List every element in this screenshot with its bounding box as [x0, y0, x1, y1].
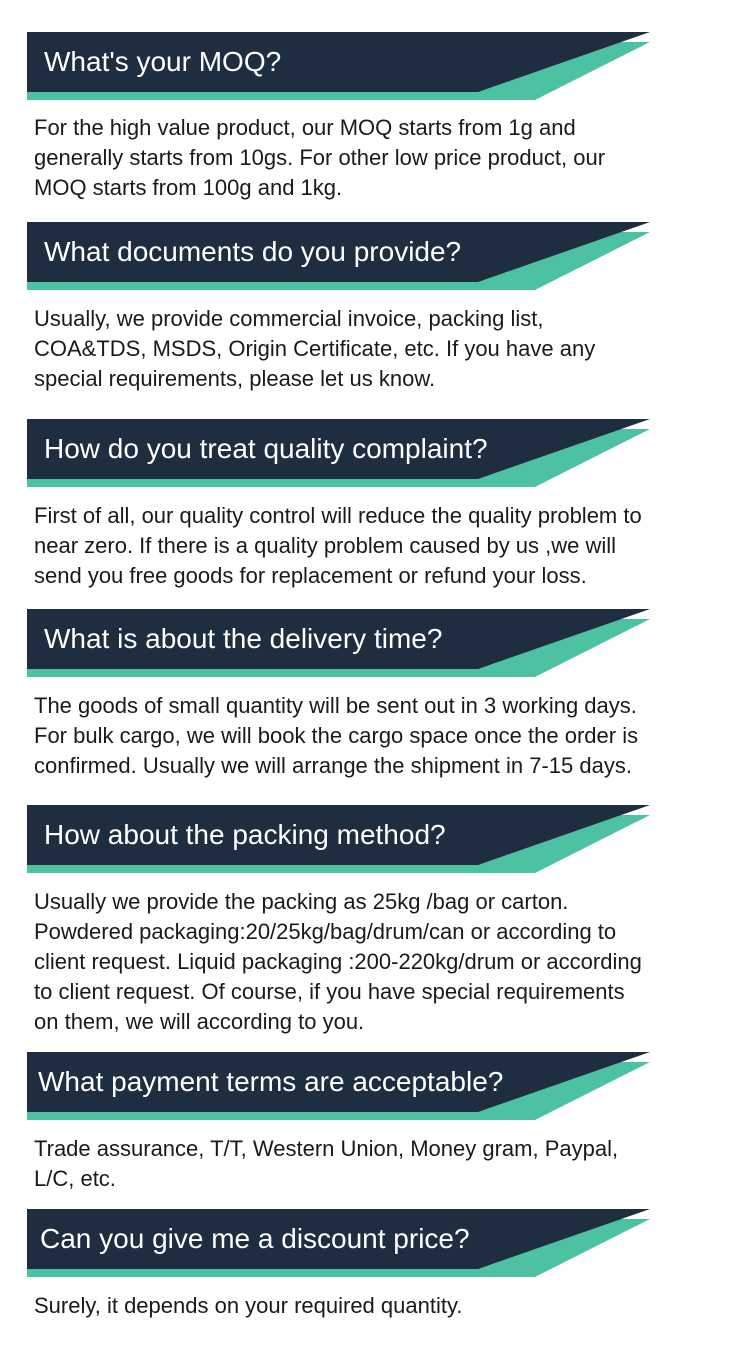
question-banner [0, 32, 750, 102]
answer-line: send you free goods for replacement or refund your loss. [34, 563, 587, 588]
answer-line: Usually we provide the packing as 25kg /bag or carton. [34, 889, 569, 914]
answer-text [34, 691, 714, 781]
question-banner [0, 609, 750, 679]
answer-text [34, 113, 714, 203]
answer-text [34, 1134, 714, 1194]
question-title: What documents do you provide? [44, 236, 462, 267]
answer-line: Usually, we provide commercial invoice, packing list, [34, 306, 544, 331]
question-title: What's your MOQ? [44, 46, 282, 77]
answer-line: Trade assurance, T/T, Western Union, Money gram, Paypal, [34, 1136, 619, 1161]
answer-line: First of all, our quality control will reduce the quality problem to [34, 503, 642, 528]
answer-text [34, 1291, 714, 1321]
answer-line: Surely, it depends on your required quantity. [34, 1293, 463, 1318]
answer-line: on them, we will according to you. [34, 1009, 365, 1034]
answer-text [34, 501, 714, 591]
answer-line: Powdered packaging:20/25kg/bag/drum/can or according to [34, 919, 617, 944]
question-banner [0, 1052, 750, 1122]
answer-line: client request. Liquid packaging :200-220kg/drum or according [34, 949, 642, 974]
question-title: What is about the delivery time? [44, 623, 443, 654]
answer-line: near zero. If there is a quality problem caused by us ,we will [34, 533, 617, 558]
answer-line: For the high value product, our MOQ starts from 1g and [34, 115, 576, 140]
answer-line: special requirements, please let us know. [34, 366, 436, 391]
answer-line: L/C, etc. [34, 1166, 116, 1191]
question-title: Can you give me a discount price? [40, 1223, 470, 1254]
answer-line: to client request. Of course, if you have special requirements [34, 979, 625, 1004]
question-banner [0, 222, 750, 292]
question-title: How do you treat quality complaint? [44, 433, 488, 464]
answer-line: The goods of small quantity will be sent out in 3 working days. [34, 693, 637, 718]
answer-line: COA&TDS, MSDS, Origin Certificate, etc. If you have any [34, 336, 596, 361]
question-title: What payment terms are acceptable? [38, 1066, 504, 1097]
answer-line: generally starts from 10gs. For other low price product, our [34, 145, 606, 170]
answer-line: MOQ starts from 100g and 1kg. [34, 175, 343, 200]
answer-text [34, 304, 714, 394]
answer-line: confirmed. Usually we will arrange the shipment in 7-15 days. [34, 753, 632, 778]
question-title: How about the packing method? [44, 819, 446, 850]
question-banner [0, 419, 750, 489]
answer-line: For bulk cargo, we will book the cargo space once the order is [34, 723, 639, 748]
question-banner [0, 1209, 750, 1279]
question-banner [0, 805, 750, 875]
answer-text [34, 887, 714, 1037]
